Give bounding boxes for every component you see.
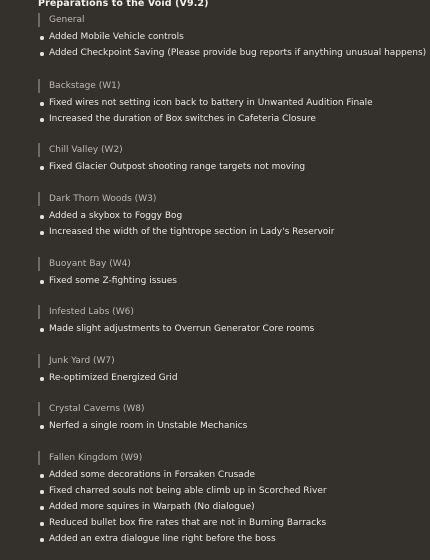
list-item-text: Increased the duration of Box switches in Cafeteria Closure bbox=[49, 114, 316, 124]
list-item bbox=[38, 531, 422, 547]
section-header bbox=[38, 305, 422, 319]
section-header bbox=[38, 451, 422, 465]
section-header-label: Junk Yard (W7) bbox=[49, 356, 115, 366]
quote-bar bbox=[38, 143, 40, 157]
section-general bbox=[38, 13, 427, 61]
bullet-icon bbox=[40, 36, 44, 40]
section-header bbox=[38, 192, 422, 206]
list-item bbox=[38, 224, 422, 240]
list-item-text: Fixed some Z-fighting issues bbox=[49, 276, 177, 286]
section-header-label: Dark Thorn Woods (W3) bbox=[49, 194, 157, 204]
list-item-text: Fixed charred souls not being able climb up in Scorched River bbox=[49, 486, 327, 496]
section-header bbox=[38, 13, 422, 27]
bullet-icon bbox=[40, 280, 44, 284]
section-junk-yard bbox=[38, 354, 422, 386]
list-item bbox=[38, 370, 422, 386]
bullet-icon bbox=[40, 490, 44, 494]
list-item-text: Added Mobile Vehicle controls bbox=[49, 32, 184, 42]
bullet-icon bbox=[40, 377, 44, 381]
quote-bar bbox=[38, 192, 40, 206]
bullet-icon bbox=[40, 166, 44, 170]
list-item-text: Nerfed a single room in Unstable Mechanics bbox=[49, 421, 248, 431]
bullet-icon bbox=[40, 506, 44, 510]
section-infested-labs bbox=[38, 305, 422, 337]
list-item bbox=[38, 95, 422, 111]
section-dark-thorn-woods bbox=[38, 192, 422, 240]
page-title: Preparations to the Void (V9.2) bbox=[38, 0, 209, 9]
list-item bbox=[38, 273, 422, 289]
list-item bbox=[38, 499, 422, 515]
quote-bar bbox=[38, 451, 40, 465]
list-item bbox=[38, 515, 422, 531]
bullet-icon bbox=[40, 215, 44, 219]
quote-bar bbox=[38, 305, 40, 319]
list-item bbox=[38, 29, 422, 45]
section-fallen-kingdom bbox=[38, 451, 422, 547]
section-header bbox=[38, 354, 422, 368]
quote-bar bbox=[38, 79, 40, 93]
section-header-label: Fallen Kingdom (W9) bbox=[49, 453, 143, 463]
list-item-text: Increased the width of the tightrope section in Lady's Reservoir bbox=[49, 227, 335, 237]
list-item-text: Fixed Glacier Outpost shooting range targets not moving bbox=[49, 162, 306, 172]
list-item-text: Re-optimized Energized Grid bbox=[49, 373, 178, 383]
bullet-icon bbox=[40, 538, 44, 542]
list-item-text: Added some decorations in Forsaken Crusade bbox=[49, 470, 256, 480]
bullet-icon bbox=[40, 328, 44, 332]
section-buoyant-bay bbox=[38, 257, 422, 289]
bullet-icon bbox=[40, 52, 44, 56]
quote-bar bbox=[38, 257, 40, 271]
quote-bar bbox=[38, 354, 40, 368]
section-header bbox=[38, 79, 422, 93]
section-header-label: General bbox=[49, 15, 85, 25]
section-chill-valley bbox=[38, 143, 422, 175]
list-item bbox=[38, 111, 422, 127]
bullet-icon bbox=[40, 474, 44, 478]
list-item-text: Made slight adjustments to Overrun Generator Core rooms bbox=[49, 324, 315, 334]
list-item-text: Added Checkpoint Saving (Please provide bug reports if anything unusual happens) bbox=[49, 48, 427, 58]
section-backstage bbox=[38, 79, 422, 127]
bullet-icon bbox=[40, 102, 44, 106]
list-item bbox=[38, 418, 422, 434]
list-item bbox=[38, 467, 422, 483]
quote-bar bbox=[38, 13, 40, 27]
bullet-icon bbox=[40, 118, 44, 122]
bullet-icon bbox=[40, 522, 44, 526]
list-item-text: Added a skybox to Foggy Bog bbox=[49, 211, 183, 221]
list-item-text: Added an extra dialogue line right before the boss bbox=[49, 534, 276, 544]
list-item bbox=[38, 45, 427, 61]
section-header-label: Backstage (W1) bbox=[49, 81, 121, 91]
list-item-text: Fixed wires not setting icon back to battery in Unwanted Audition Finale bbox=[49, 98, 373, 108]
section-header-label: Crystal Caverns (W8) bbox=[49, 404, 145, 414]
section-crystal-caverns bbox=[38, 402, 422, 434]
bullet-icon bbox=[40, 425, 44, 429]
section-header bbox=[38, 143, 422, 157]
section-header-label: Infested Labs (W6) bbox=[49, 307, 134, 317]
section-header bbox=[38, 402, 422, 416]
list-item-text: Reduced bullet box fire rates that are not in Burning Barracks bbox=[49, 518, 327, 528]
list-item bbox=[38, 483, 422, 499]
list-item bbox=[38, 208, 422, 224]
list-item-text: Added more squires in Warpath (No dialogue) bbox=[49, 502, 255, 512]
section-header bbox=[38, 257, 422, 271]
list-item bbox=[38, 321, 422, 337]
quote-bar bbox=[38, 402, 40, 416]
list-item bbox=[38, 159, 422, 175]
section-header-label: Buoyant Bay (W4) bbox=[49, 259, 131, 269]
bullet-icon bbox=[40, 231, 44, 235]
section-header-label: Chill Valley (W2) bbox=[49, 145, 123, 155]
